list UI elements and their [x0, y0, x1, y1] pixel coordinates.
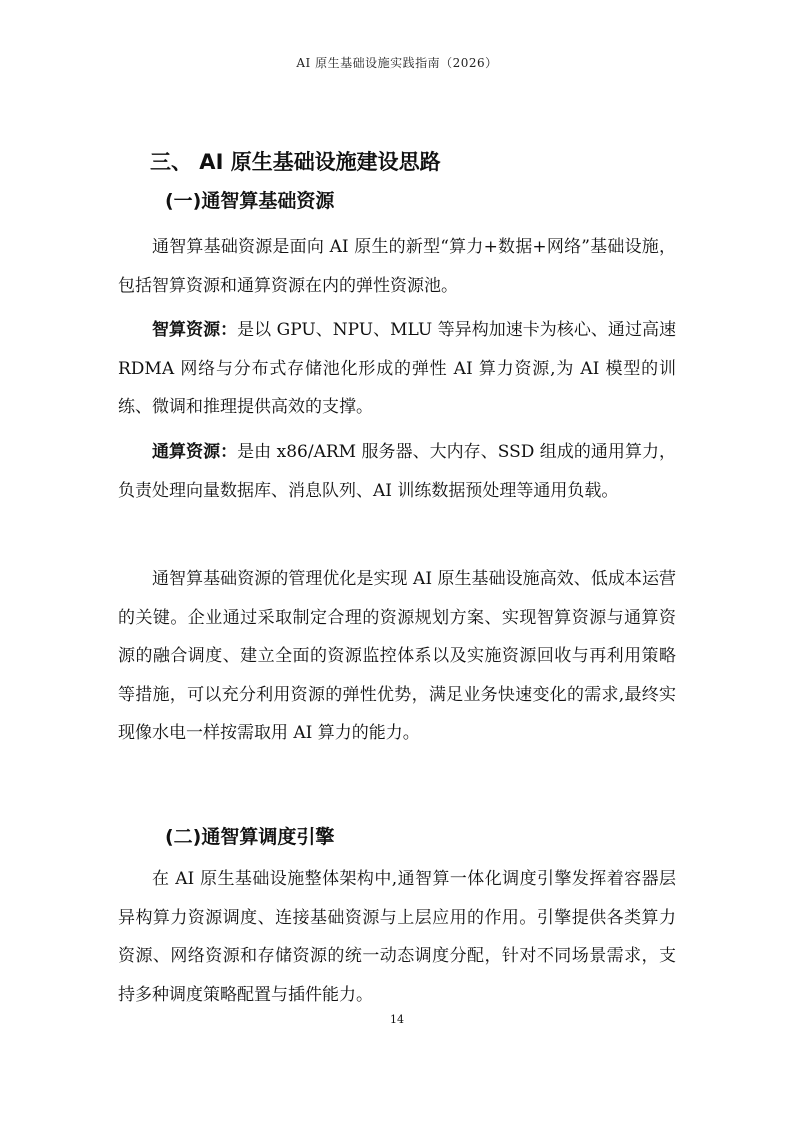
- page-number: 14: [390, 1013, 404, 1026]
- term-general-compute: 通算资源：: [152, 442, 238, 462]
- section-heading: 三、 AI 原生基础设施建设思路: [150, 150, 441, 174]
- paragraph-text: 是以 GPU、NPU、MLU 等异构加速卡为核心、通过高速 RDMA 网络与分布式存储池化形成的弹性 AI 算力资源,为 AI 模型的训练、微调和推理提供高效的支撑。: [118, 320, 676, 417]
- running-header: AI 原生基础设施实践指南（2026）: [296, 56, 498, 70]
- paragraph-text: 是由 x86/ARM 服务器、大内存、SSD 组成的通用算力，负责处理向量数据库、消息队列、AI 训练数据预处理等通用负载。: [118, 442, 677, 501]
- paragraph-scheduling: 在 AI 原生基础设施整体架构中,通智算一体化调度引擎发挥着容器层异构算力资源调度、连接基础资源与上层应用的作用。引擎提供各类算力资源、网络资源和存储资源的统一动态调度分配，针对不同场景需求，支持多种调度策略配置与插件能力。: [118, 869, 676, 1005]
- term-intelligent-compute: 智算资源：: [152, 320, 238, 340]
- paragraph-intelligent-compute: [118, 311, 676, 427]
- paragraph-management: 通智算基础资源的管理优化是实现 AI 原生基础设施高效、低成本运营的关键。企业通过采取制定合理的资源规划方案、实现智算资源与通算资源的融合调度、建立全面的资源监控体系以及实施资源回收与再利用策略等措施，可以充分利用资源的弹性优势，满足业务快速变化的需求,最终实现像水电一样按需取用 AI 算力的能力。: [118, 569, 676, 743]
- paragraph-intro: 通智算基础资源是面向 AI 原生的新型“算力+数据+网络”基础设施，包括智算资源和通算资源在内的弹性资源池。: [118, 237, 676, 296]
- subsection-heading-1: (一)通智算基础资源: [165, 190, 335, 212]
- paragraph-general-compute: [118, 433, 676, 510]
- subsection-heading-2: (二)通智算调度引擎: [165, 826, 335, 848]
